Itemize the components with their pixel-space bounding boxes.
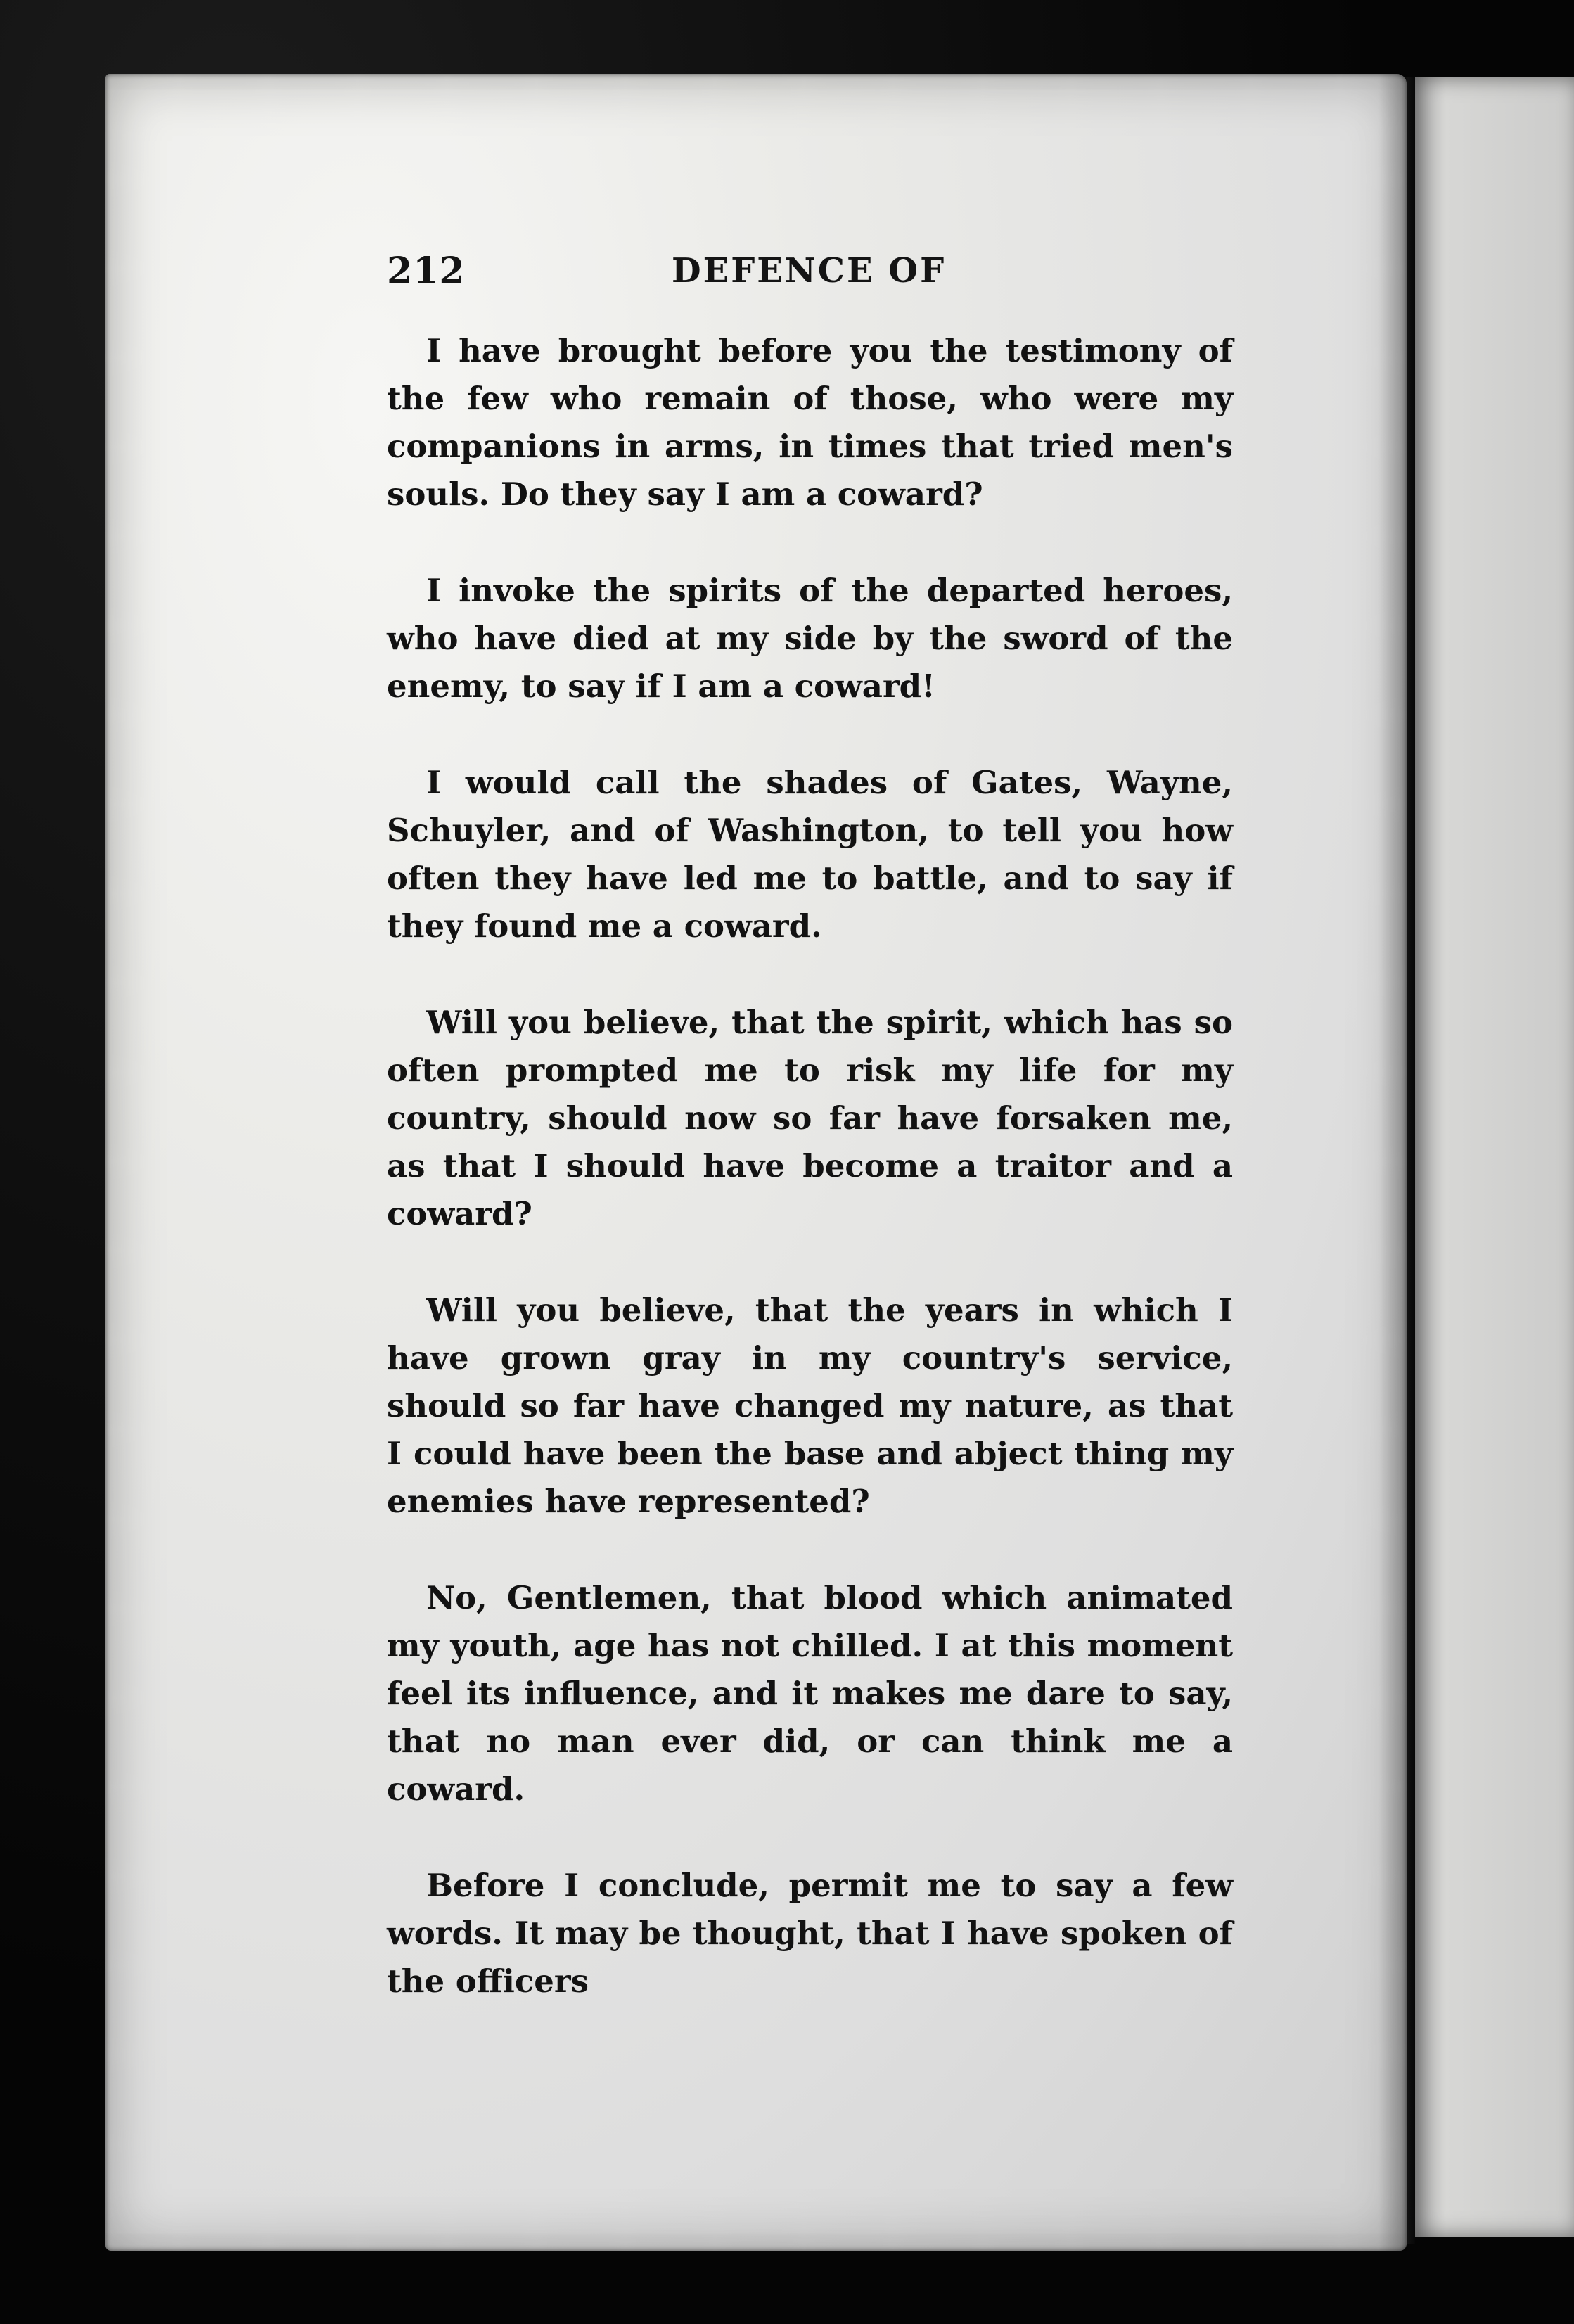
paragraph: Before I conclude, permit me to say a few words. It may be thought, that I have spoken of the officers [387, 1867, 1233, 2000]
page-header [387, 250, 1231, 306]
page-number: 212 [387, 250, 466, 293]
paragraph: I have brought before you the testimony of the few who remain of those, who were my companions in arms, in times that tried men's souls. Do they say I am a coward? [387, 332, 1233, 513]
paragraph: I would call the shades of Gates, Wayne, Schuyler, and of Washington, to tell you how often they have led me to battle, and to say if they found me a coward. [387, 764, 1233, 945]
running-head: DEFENCE OF [672, 251, 947, 290]
paragraph: Will you believe, that the spirit, which has so often prompted me to risk my life for my country, should now so far have forsaken me, as that I should have become a traitor and a coward? [387, 1004, 1233, 1232]
paragraph: No, Gentlemen, that blood which animated my youth, age has not chilled. I at this moment feel its influence, and it makes me dare to say, that no man ever did, or can think me a coward. [387, 1579, 1233, 1808]
paragraph: I invoke the spirits of the departed heroes, who have died at my side by the sword of the enemy, to say if I am a coward! [387, 572, 1233, 705]
facing-page-edge [1414, 77, 1574, 2237]
paragraph: Will you believe, that the years in which I have grown gray in my country's service, should so far have changed my nature, as that I could have been the base and abject thing my enemies have represented? [387, 1291, 1233, 1520]
body-text [387, 327, 1233, 2005]
